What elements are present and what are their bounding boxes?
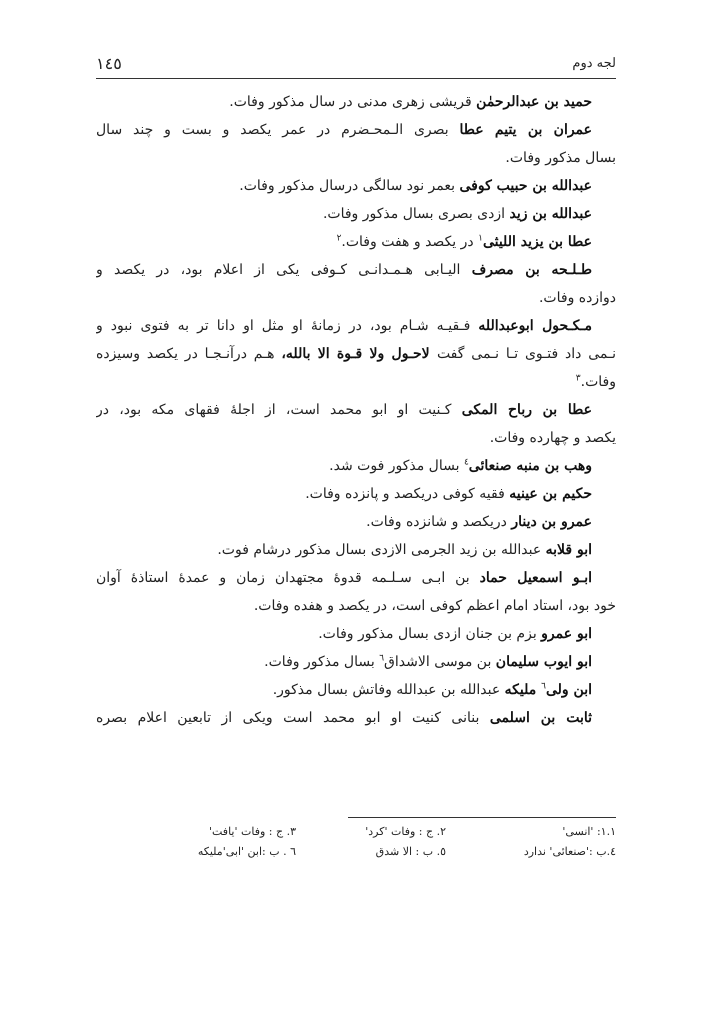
- entry-name: مـکـحول ابوعبدالله: [478, 318, 592, 334]
- entry-thabit: [96, 704, 616, 732]
- entry-imran: [96, 116, 616, 144]
- body-text: [96, 88, 616, 732]
- footnote-row: [96, 822, 616, 842]
- entry-ata-yazid: [96, 228, 616, 256]
- entry-name: عطا بن یزید اللیثی: [482, 234, 592, 250]
- footnote-ref: ٦: [541, 681, 546, 692]
- footnote-rule: [348, 817, 616, 818]
- entry-name: ثابت بن اسلمی: [489, 710, 593, 726]
- footnote-item: ۱.۱: 'انسی': [562, 825, 616, 838]
- entry-text: بن ابـی سـلـمه قدوهٔ مجتهدان زمان و عمدهٔ استاذهٔ آوان: [96, 570, 480, 586]
- entry-abu-ayyub: [96, 648, 616, 676]
- entry-name: حمید بن عبدالرحمٰن: [476, 94, 592, 110]
- entry-text: کـنیت او ابو محمد است، از اجلهٔ فقهای مکه بود، در: [96, 402, 462, 418]
- running-title: لجه دوم: [572, 56, 616, 71]
- entry-name: عمرو بن دینار: [511, 514, 592, 530]
- entry-text: الیـابی هـمـدانـی کـوفی یکی از اعلام بود، در یکصد و: [96, 262, 472, 278]
- entry-hamid: [96, 88, 616, 116]
- entry-text: ازدی بصری بسال مذکور وفات.: [322, 206, 510, 222]
- entry-amr-dinar: [96, 508, 616, 536]
- entry-text: در یکصد و هفت وفات.: [341, 234, 479, 250]
- entry-name: ابن ولی: [545, 682, 592, 698]
- entry-text: عبدالله بن زید الجرمی الازدی بسال مذکور درشام فوت.: [217, 542, 546, 558]
- entry-text: هـم درآنـجـا در یکصد وسیزده: [96, 346, 282, 362]
- page-number: ۱٤٥: [96, 54, 122, 73]
- entry-imran-cont: [96, 144, 616, 172]
- entry-name: عمران بن یتیم عطا: [459, 122, 592, 138]
- footnote-ref: ٦: [379, 653, 385, 664]
- entry-name: ابو ایوب سلیمان: [495, 654, 592, 670]
- entry-text: فقیه کوفی دریکصد و پانزده وفات.: [305, 486, 510, 502]
- entry-talha-cont: [96, 284, 616, 312]
- entry-text: فـقیـه شـام بود، در زمانهٔ او مثل او دانا تر به فتوی نبود و: [96, 318, 479, 334]
- entry-abu-qilaba: [96, 536, 616, 564]
- entry-text: بزم بن جنان ازدی بسال مذکور وفات.: [318, 626, 542, 642]
- entry-ata-rabah: [96, 396, 616, 424]
- entry-text: بسال مذکور فوت شد.: [329, 458, 464, 474]
- page-header: [96, 54, 616, 78]
- entry-text: بصری الـمحـضرم در عمر یکصد و بست و چند سال: [96, 122, 460, 138]
- entry-makhul: [96, 312, 616, 340]
- entry-name: ابو قلابه: [545, 542, 592, 558]
- entry-name: طـلـحه بن مصرف: [471, 262, 592, 278]
- entry-text: دریکصد و شانزده وفات.: [366, 514, 512, 530]
- entry-makhul-end: [96, 368, 616, 396]
- entry-text: خود بود، استاد امام اعظم کوفی است، در یکصد و هفده وفات.: [253, 598, 616, 614]
- entry-name: ابـو اسمعیل حماد: [479, 570, 592, 586]
- entry-name: عطا بن رباح المکی: [461, 402, 592, 418]
- entry-name: حکیم بن عینیه: [509, 486, 592, 502]
- entry-name: لاحـول ولا قـوة الا بالله،: [281, 346, 437, 362]
- entry-text: قریشی زهری مدنی در سال مذکور وفات.: [229, 94, 477, 110]
- entry-text: دوازده وفات.: [538, 290, 616, 306]
- entry-text: بن موسی الاشداق: [384, 654, 496, 670]
- entry-name: ملیکه: [504, 682, 542, 698]
- entry-text: وفات.: [580, 374, 616, 390]
- entry-text: بعمر نود سالگی درسال مذکور وفات.: [239, 178, 460, 194]
- entry-ata-rabah-cont: [96, 424, 616, 452]
- entry-makhul-cont: [96, 340, 616, 368]
- footnotes: [96, 822, 616, 862]
- footnote-item: ٦ . ب :ابن 'ابی'ملیکه: [197, 845, 296, 858]
- entry-name: وهب بن منبه صنعائی: [468, 458, 592, 474]
- entry-hakim: [96, 480, 616, 508]
- entry-abu-ismail-cont: [96, 592, 616, 620]
- entry-name: عبدالله بن زید: [509, 206, 592, 222]
- footnote-item: ۳. ج : وفات 'یافت': [208, 825, 296, 838]
- entry-text: عبدالله بن عبدالله وفاتش بسال مذکور.: [272, 682, 505, 698]
- entry-text: بنانی کنیت او ابو محمد است ویکی از تابعین اعلام بصره: [96, 710, 490, 726]
- entry-wahb: [96, 452, 616, 480]
- entry-talha: [96, 256, 616, 284]
- entry-name: عبدالله بن حبیب کوفی: [459, 178, 592, 194]
- footnote-ref: ۳: [575, 373, 581, 384]
- entry-ibn-wali: [96, 676, 616, 704]
- footnote-item: ٤.ب :'صنعائی' ندارد: [523, 845, 616, 858]
- footnote-item: ۲. ج : وفات 'کرد': [365, 825, 446, 838]
- entry-text: نـمی داد فتـوی تـا نـمی گفت: [436, 346, 616, 362]
- footnote-row: [96, 842, 616, 862]
- entry-name: ابو عمرو: [541, 626, 592, 642]
- header-rule: [96, 78, 616, 79]
- entry-text: بسال مذکور وفات.: [264, 654, 380, 670]
- entry-abu-amr: [96, 620, 616, 648]
- entry-abu-ismail: [96, 564, 616, 592]
- entry-text: بسال مذکور وفات.: [505, 150, 616, 166]
- footnote-item: ٥. ب : الا شدق: [375, 845, 446, 858]
- footnote-ref: ۲: [336, 233, 342, 244]
- entry-abdullah-zaid: [96, 200, 616, 228]
- entry-text: یکصد و چهارده وفات.: [489, 430, 616, 446]
- entry-abdullah-habib: [96, 172, 616, 200]
- footnote-ref: ٤: [463, 457, 469, 468]
- footnote-ref: ۱: [478, 233, 483, 244]
